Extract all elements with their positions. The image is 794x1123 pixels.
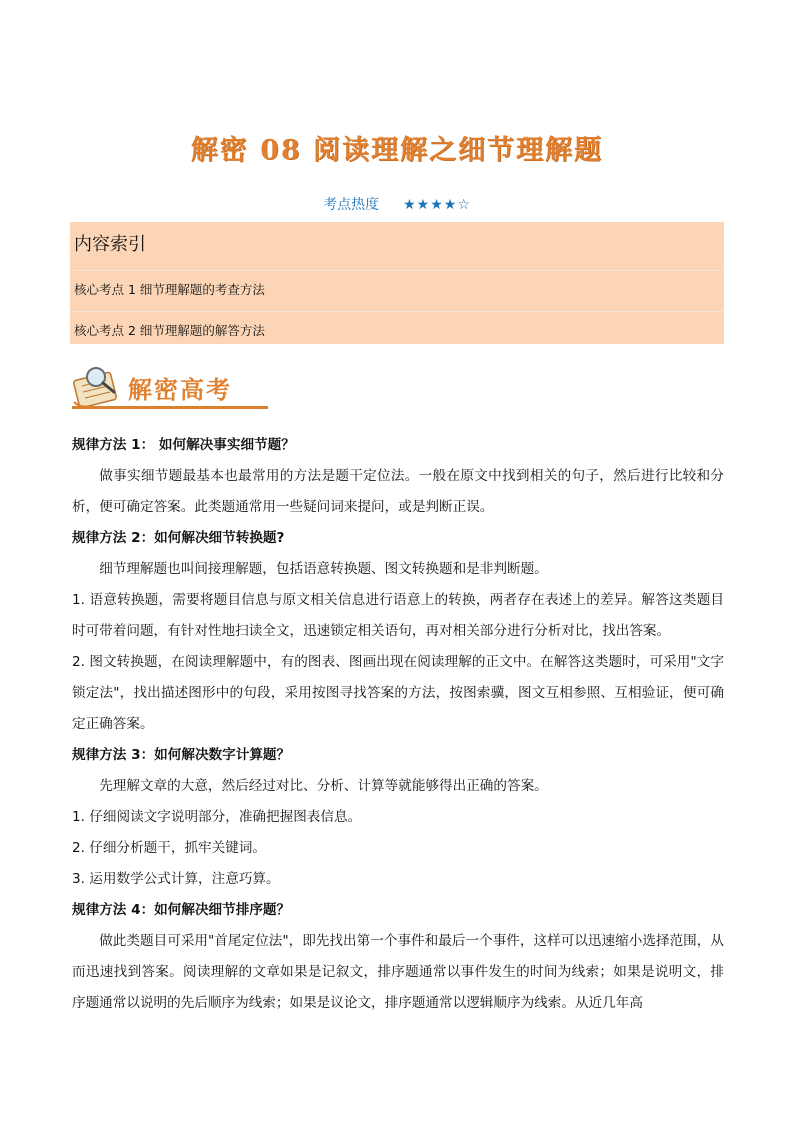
- method-heading: 规律方法 4：如何解决细节排序题？: [72, 902, 291, 918]
- body-paragraph: 做事实细节题最基本也最常用的方法是题干定位法。一般在原文中找到相关的句子，然后进行比较和分析，便可确定答案。此类题通常用一些疑问词来提问，或是判断正误。: [72, 468, 724, 515]
- index-item-2[interactable]: 核心考点 2 细节理解题的解答方法: [74, 323, 265, 338]
- content-index-box: [70, 222, 724, 344]
- heat-label: 考点热度: [323, 197, 380, 213]
- body-paragraph: 1. 仔细阅读文字说明部分，准确把握图表信息。: [72, 809, 362, 825]
- banner-underline: [72, 406, 268, 409]
- body-paragraph: 2. 图文转换题，在阅读理解题中，有的图表、图画出现在阅读理解的正文中。在解答这类题时，可采用"文字锁定法"，找出描述图形中的句段，采用按图寻找答案的方法，按图索骥，图文互相参照、互相验证，便可确定正确答案。: [72, 654, 724, 732]
- index-divider: [70, 311, 724, 312]
- index-item-1[interactable]: 核心考点 1 细节理解题的考查方法: [74, 282, 265, 297]
- method-heading: 规律方法 2：如何解决细节转换题?: [72, 530, 285, 546]
- page-title: 解密 08 阅读理解之细节理解题: [190, 135, 604, 166]
- section-banner: [70, 362, 270, 414]
- body-paragraph: 做此类题目可采用"首尾定位法"，即先找出第一个事件和最后一个事件，这样可以迅速缩小选择范围，从而迅速找到答案。阅读理解的文章如果是记叙文，排序题通常以事件发生的时间为线索；如果是说明文，排序题通常以说明的先后顺序为线索；如果是议论文，排序题通常以逻辑顺序为线索。从近几年高: [72, 933, 724, 1011]
- heat-stars: ★★★★☆: [403, 197, 471, 213]
- index-title: 内容索引: [74, 234, 146, 255]
- main-content: [72, 430, 724, 1019]
- banner-title: 解密高考: [128, 375, 232, 404]
- body-paragraph: 2. 仔细分析题干，抓牢关键词。: [72, 840, 267, 856]
- method-heading: 规律方法 3：如何解决数字计算题？: [72, 747, 291, 763]
- exam-heat-row: [0, 194, 794, 214]
- body-paragraph: 先理解文章的大意，然后经过对比、分析、计算等就能够得出正确的答案。: [99, 778, 548, 794]
- body-paragraph: 1. 语意转换题，需要将题目信息与原文相关信息进行语意上的转换，两者存在表述上的差异。解答这类题目时可带着问题，有针对性地扫读全文，迅速锁定相关语句，再对相关部分进行分析对比，找出答案。: [72, 592, 724, 639]
- notebook-magnifier-icon: [70, 362, 130, 410]
- method-heading: 规律方法 1： 如何解决事实细节题？: [72, 437, 295, 453]
- body-paragraph: 3. 运用数学公式计算，注意巧算。: [72, 871, 280, 887]
- index-divider: [70, 270, 724, 271]
- body-paragraph: 细节理解题也叫间接理解题，包括语意转换题、图文转换题和是非判断题。: [99, 561, 548, 577]
